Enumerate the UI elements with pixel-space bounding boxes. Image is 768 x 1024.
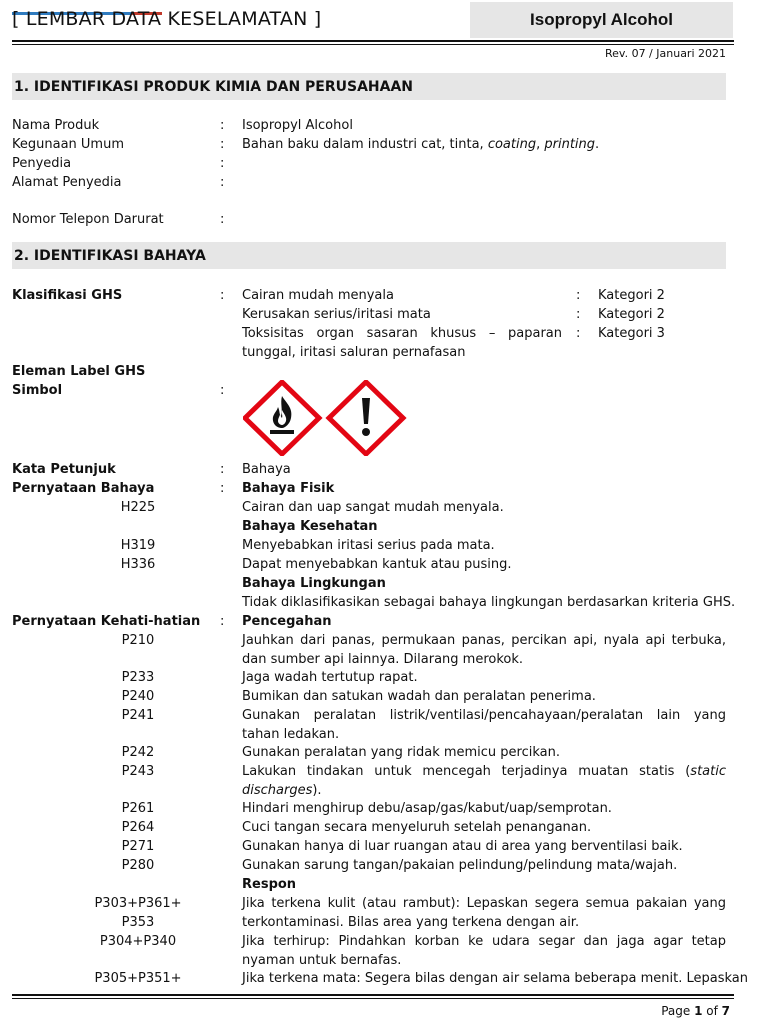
exclamation-pictogram-icon — [329, 382, 403, 454]
label-simbol: Simbol — [12, 383, 63, 398]
text-p304: Jika terhirup: Pindahkan korban ke udara segar dan jaga agar tetap nyaman untuk bernafas. — [242, 934, 726, 968]
colon: : — [220, 481, 225, 496]
colon: : — [220, 614, 225, 629]
text-p264: Cuci tangan secara menyeluruh setelah penanganan. — [242, 820, 592, 835]
text-p241: Gunakan peralatan listrik/ventilasi/pencahayaan/peralatan lain yang tahan ledakan. — [242, 708, 726, 742]
header-divider-thin — [12, 44, 734, 45]
kegunaan-text: Bahan baku dalam industri cat, tinta, — [242, 137, 488, 152]
colon: : — [220, 137, 225, 152]
code-p353: P353 — [121, 915, 155, 930]
brand-strip — [12, 0, 172, 4]
code-p304: P304+P340 — [99, 934, 177, 949]
section-2-heading — [12, 242, 726, 269]
classification-name: Cairan mudah menyala — [242, 288, 394, 303]
label-pernyataan-bahaya: Pernyataan Bahaya — [12, 481, 155, 496]
colon: : — [220, 212, 225, 227]
kegunaan-italic-2: printing — [544, 137, 596, 152]
kegunaan-end: . — [595, 137, 600, 152]
kegunaan-italic-1: coating — [487, 137, 537, 152]
p243-text-a: Lakukan tindakan untuk mencegah terjadinya muatan statis ( — [242, 764, 691, 779]
p243-text-italic: static discharges — [242, 764, 726, 798]
label-kegunaan-umum: Kegunaan Umum — [12, 137, 124, 152]
colon: : — [220, 118, 225, 133]
heading-bahaya-fisik: Bahaya Fisik — [242, 481, 335, 496]
header-divider — [12, 40, 734, 42]
label-kata-petunjuk: Kata Petunjuk — [12, 462, 116, 477]
label-nomor-telepon: Nomor Telepon Darurat — [12, 212, 164, 227]
section-2-title: 2. IDENTIFIKASI BAHAYA — [14, 247, 206, 264]
signal-word: Bahaya — [242, 462, 291, 477]
text-p271: Gunakan hanya di luar ruangan atau di area yang berventilasi baik. — [242, 839, 683, 854]
classification-category: Kategori 3 — [598, 326, 665, 341]
classification-category: Kategori 2 — [598, 307, 665, 322]
text-p303: Jika terkena kulit (atau rambut): Lepaskan segera semua pakaian yang terkontaminasi. Bilas area yang terkena dengan air. — [242, 896, 726, 930]
value-nama-produk: Isopropyl Alcohol — [242, 118, 353, 133]
label-eleman-label-ghs: Eleman Label GHS — [12, 364, 146, 379]
footer-divider-thin — [12, 998, 734, 999]
heading-pencegahan: Pencegahan — [242, 614, 332, 629]
code-p303: P303+P361+ — [94, 896, 182, 911]
label-klasifikasi-ghs: Klasifikasi GHS — [12, 288, 123, 303]
ghs-symbols — [243, 380, 408, 456]
text-p240: Bumikan dan satukan wadah dan peralatan penerima. — [242, 689, 596, 704]
kegunaan-sep: , — [536, 137, 545, 152]
label-penyedia: Penyedia — [12, 156, 72, 171]
classification-category: Kategori 2 — [598, 288, 665, 303]
code-p264: P264 — [121, 820, 155, 835]
code-p240: P240 — [121, 689, 155, 704]
page-prefix: Page — [661, 1004, 695, 1018]
colon: : — [220, 156, 225, 171]
colon: : — [220, 383, 225, 398]
heading-respon: Respon — [242, 877, 297, 892]
revision-label: Rev. 07 / Januari 2021 — [605, 47, 726, 60]
page-total: 7 — [721, 1004, 730, 1018]
code-h336: H336 — [120, 557, 156, 572]
heading-bahaya-lingkungan: Bahaya Lingkungan — [242, 576, 386, 591]
text-lingkungan: Tidak diklasifikasikan sebagai bahaya lingkungan berdasarkan kriteria GHS. — [242, 595, 736, 610]
code-h319: H319 — [120, 538, 156, 553]
text-p233: Jaga wadah tertutup rapat. — [242, 670, 418, 685]
document-title: [ LEMBAR DATA KESELAMATAN ] — [12, 8, 322, 30]
footer-divider — [12, 994, 734, 996]
text-p305: Jika terkena mata: Segera bilas dengan air selama beberapa menit. Lepaskan — [242, 971, 748, 986]
page-number — [661, 1004, 730, 1018]
code-p233: P233 — [121, 670, 155, 685]
classification-name: Kerusakan serius/iritasi mata — [242, 307, 431, 322]
code-p210: P210 — [121, 633, 155, 648]
label-alamat-penyedia: Alamat Penyedia — [12, 175, 122, 190]
code-p241: P241 — [121, 708, 155, 723]
colon: : — [576, 307, 581, 322]
classification-name: Toksisitas organ sasaran khusus – paparan tunggal, iritasi saluran pernafasan — [242, 326, 562, 360]
p243-text-b: ). — [312, 783, 322, 798]
text-h225: Cairan dan uap sangat mudah menyala. — [242, 500, 504, 515]
text-p210: Jauhkan dari panas, permukaan panas, percikan api, nyala api terbuka, dan sumber api lainnya. Dilarang merokok. — [242, 633, 726, 667]
text-p280: Gunakan sarung tangan/pakaian pelindung/pelindung mata/wajah. — [242, 858, 678, 873]
colon: : — [220, 462, 225, 477]
heading-bahaya-kesehatan: Bahaya Kesehatan — [242, 519, 378, 534]
flame-pictogram-icon — [245, 382, 319, 454]
code-p305: P305+P351+ — [94, 971, 182, 986]
page-current: 1 — [694, 1004, 703, 1018]
code-h225: H225 — [120, 500, 156, 515]
colon: : — [576, 288, 581, 303]
code-p242: P242 — [121, 745, 155, 760]
code-p261: P261 — [121, 801, 155, 816]
text-p242: Gunakan peralatan yang ridak memicu percikan. — [242, 745, 561, 760]
label-nama-produk: Nama Produk — [12, 118, 100, 133]
product-name: Isopropyl Alcohol — [530, 10, 673, 29]
label-pernyataan-kehati-hatian: Pernyataan Kehati-hatian — [12, 614, 201, 629]
code-p243: P243 — [121, 764, 155, 779]
text-h336: Dapat menyebabkan kantuk atau pusing. — [242, 557, 512, 572]
section-1-title: 1. IDENTIFIKASI PRODUK KIMIA DAN PERUSAHAAN — [14, 78, 414, 95]
colon: : — [220, 175, 225, 190]
colon: : — [220, 288, 225, 303]
text-p261: Hindari menghirup debu/asap/gas/kabut/uap/semprotan. — [242, 801, 612, 816]
section-1-heading — [12, 73, 726, 100]
colon: : — [576, 326, 581, 341]
code-p271: P271 — [121, 839, 155, 854]
page-of: of — [702, 1004, 722, 1018]
text-h319: Menyebabkan iritasi serius pada mata. — [242, 538, 495, 553]
text-p243 — [242, 762, 726, 800]
code-p280: P280 — [121, 858, 155, 873]
value-kegunaan-umum — [242, 135, 726, 154]
product-name-box — [470, 2, 733, 38]
